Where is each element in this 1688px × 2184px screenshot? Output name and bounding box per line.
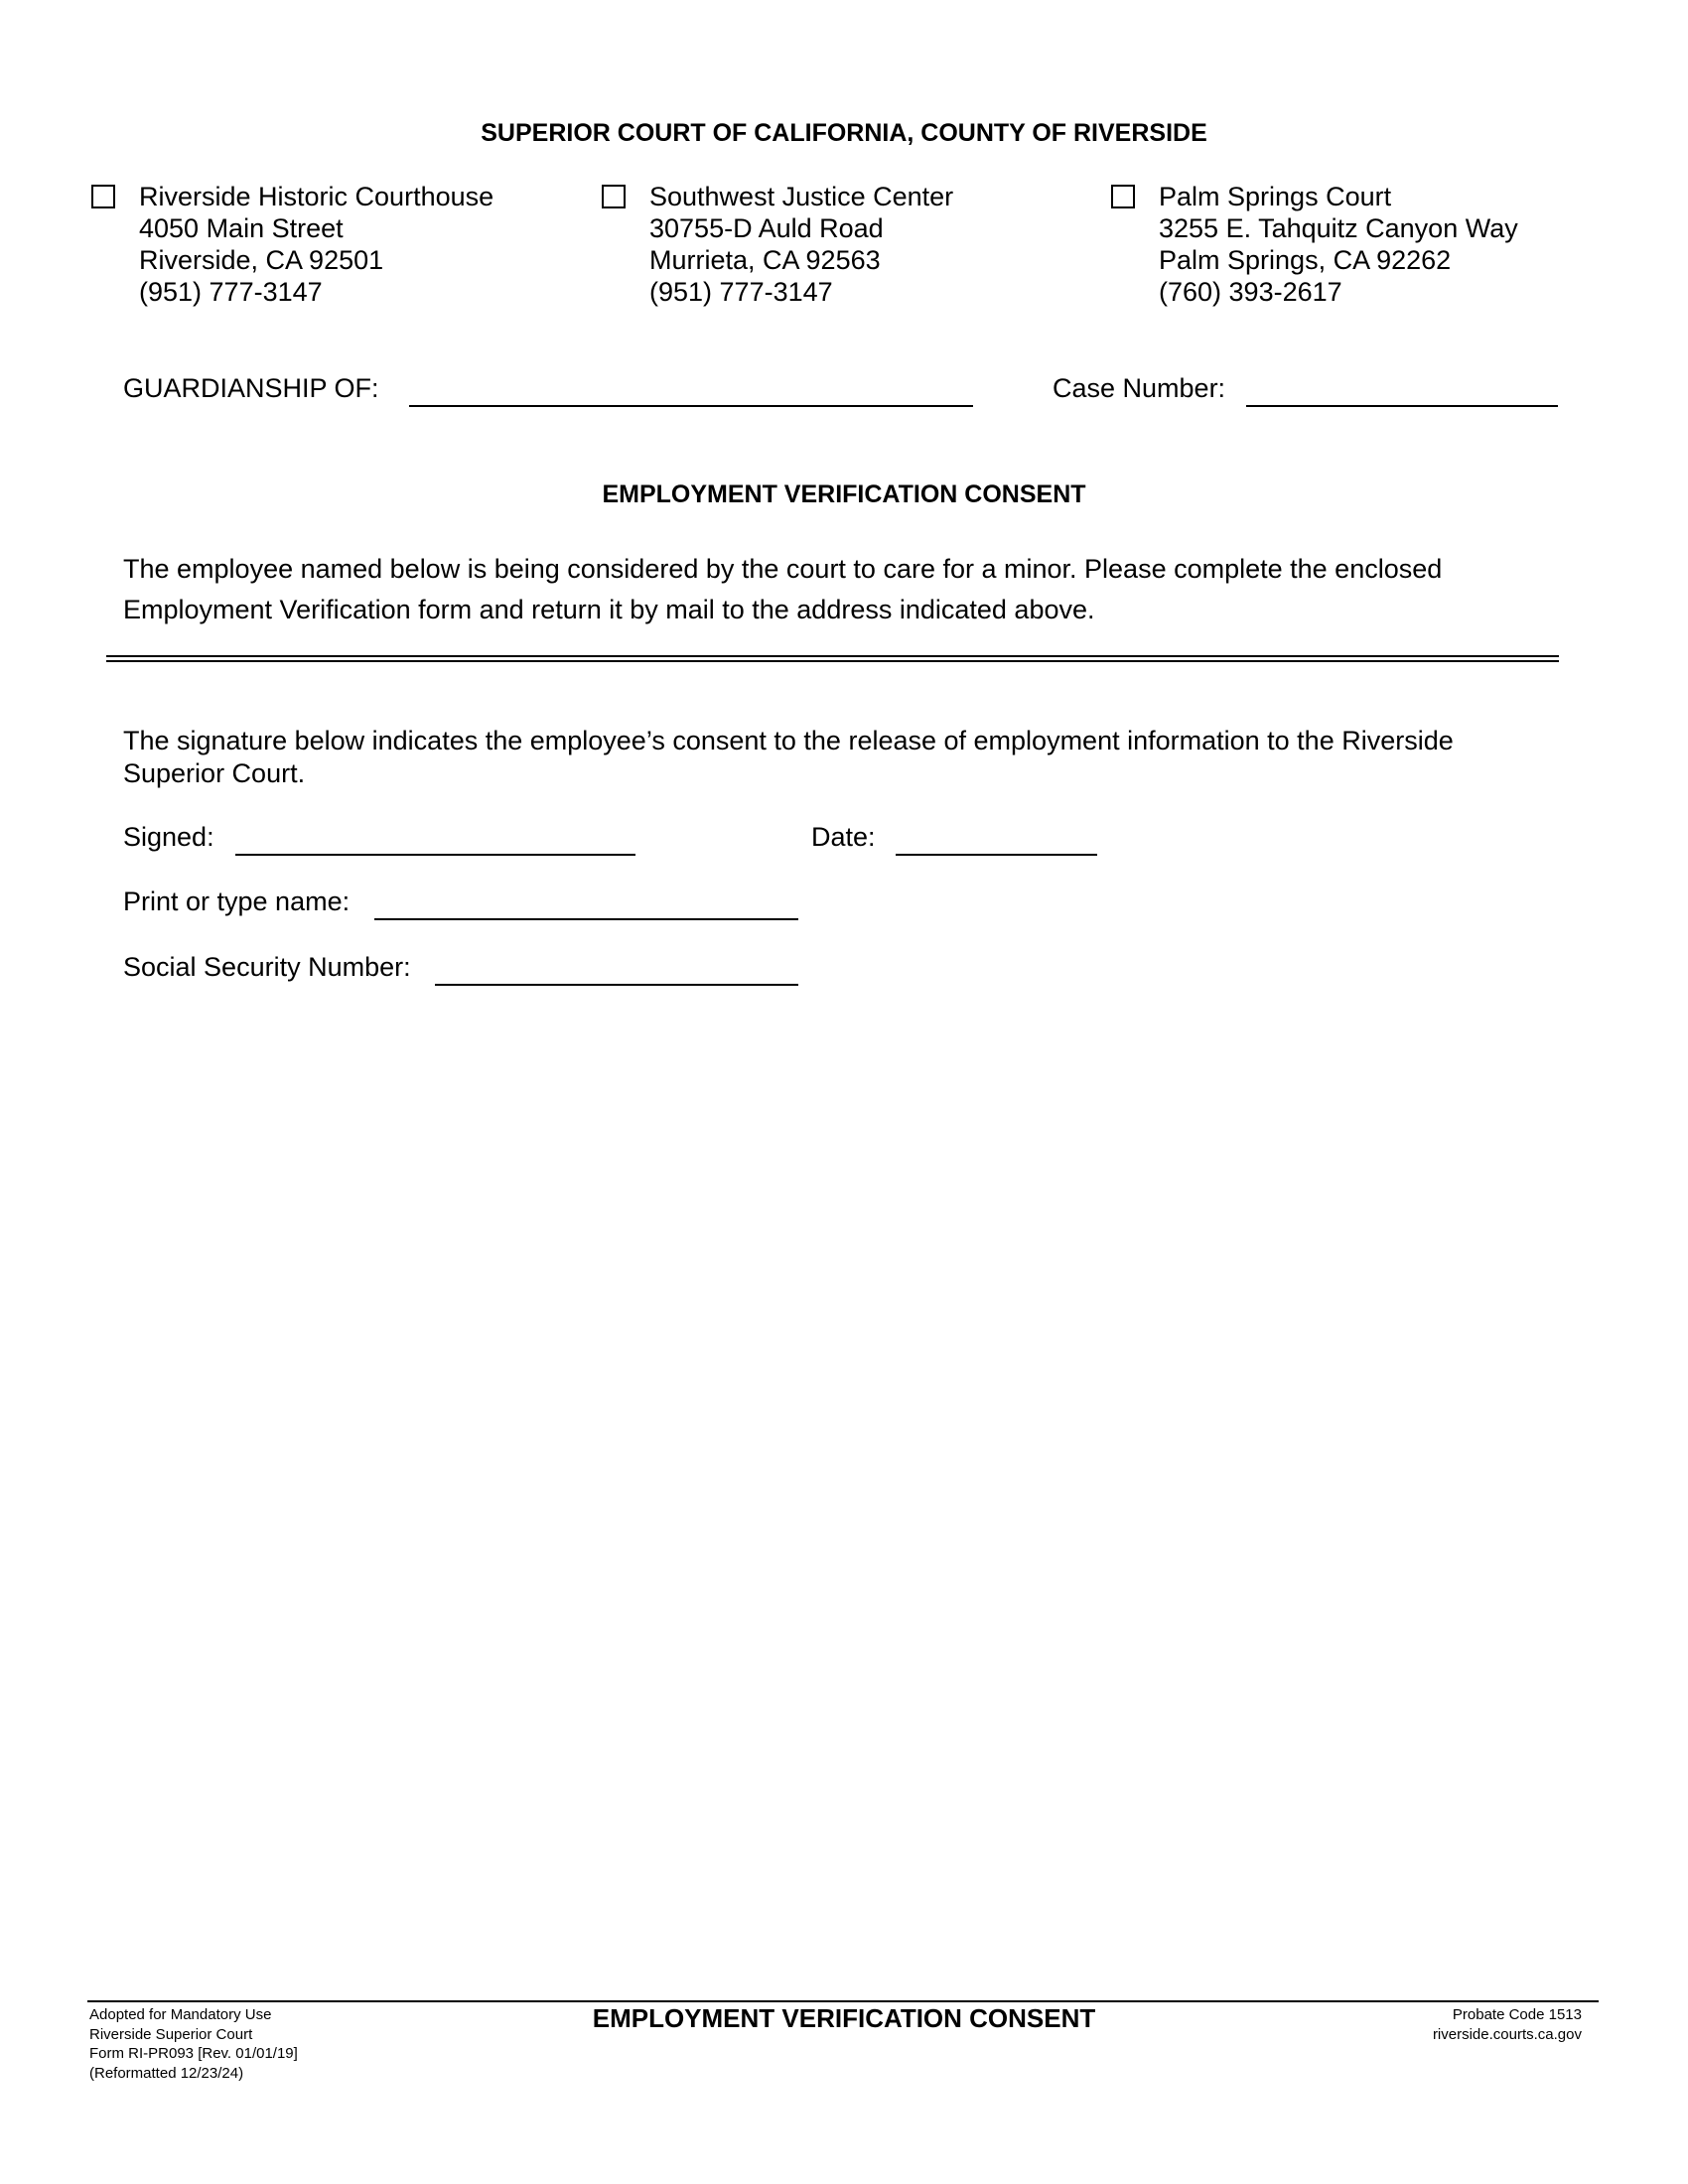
- signed-underline: [235, 854, 635, 856]
- location-checkbox-palm-springs[interactable]: [1111, 185, 1135, 208]
- location-phone: (951) 777-3147: [649, 277, 833, 307]
- location-checkbox-riverside[interactable]: [91, 185, 115, 208]
- footer-form-number: Form RI-PR093 [Rev. 01/01/19]: [89, 2045, 298, 2062]
- date-input[interactable]: [898, 820, 1095, 852]
- guardianship-underline: [409, 405, 973, 407]
- footer-reformatted: (Reformatted 12/23/24): [89, 2064, 244, 2082]
- location-checkbox-southwest[interactable]: [602, 185, 626, 208]
- footer-right: [1433, 2005, 1582, 2044]
- intro-line-2: Employment Verification form and return it by mail to the address indicated above.: [123, 595, 1095, 624]
- intro-line-1: The employee named below is being considered by the court to care for a minor. Please complete the enclosed: [123, 554, 1443, 584]
- print-name-label: Print or type name:: [123, 887, 351, 916]
- location-city: Murrieta, CA 92563: [649, 245, 881, 275]
- footer-court: Riverside Superior Court: [89, 2025, 253, 2043]
- consent-line-1: The signature below indicates the employee’s consent to the release of employment information to the Riverside: [123, 726, 1454, 755]
- guardianship-input[interactable]: [411, 371, 971, 403]
- date-underline: [896, 854, 1097, 856]
- case-number-label: Case Number:: [1053, 373, 1226, 403]
- ssn-underline: [435, 984, 798, 986]
- double-divider: [106, 655, 1559, 662]
- print-name-input[interactable]: [376, 885, 796, 916]
- location-street: 3255 E. Tahquitz Canyon Way: [1159, 213, 1518, 243]
- consent-line-2: Superior Court.: [123, 758, 306, 788]
- print-name-underline: [374, 918, 798, 920]
- location-name: Riverside Historic Courthouse: [139, 182, 494, 211]
- court-title: SUPERIOR COURT OF CALIFORNIA, COUNTY OF RIVERSIDE: [481, 119, 1207, 147]
- signed-input[interactable]: [237, 820, 633, 852]
- location-phone: (760) 393-2617: [1159, 277, 1342, 307]
- footer-rule: [87, 2000, 1599, 2002]
- case-number-input[interactable]: [1248, 371, 1556, 403]
- form-title: EMPLOYMENT VERIFICATION CONSENT: [602, 480, 1086, 508]
- signed-label: Signed:: [123, 822, 214, 852]
- ssn-label: Social Security Number:: [123, 952, 411, 982]
- location-phone: (951) 777-3147: [139, 277, 323, 307]
- location-street: 30755-D Auld Road: [649, 213, 884, 243]
- location-city: Riverside, CA 92501: [139, 245, 384, 275]
- guardianship-label: GUARDIANSHIP OF:: [123, 373, 379, 403]
- footer-title: EMPLOYMENT VERIFICATION CONSENT: [592, 2003, 1096, 2033]
- location-city: Palm Springs, CA 92262: [1159, 245, 1452, 275]
- location-southwest-justice: [649, 181, 953, 308]
- footer-adopted: Adopted for Mandatory Use: [89, 2006, 272, 2023]
- date-label: Date:: [811, 822, 876, 852]
- location-palm-springs: [1159, 181, 1518, 308]
- ssn-input[interactable]: [437, 950, 796, 982]
- case-number-underline: [1246, 405, 1558, 407]
- location-name: Palm Springs Court: [1159, 182, 1392, 211]
- footer-probate-code: Probate Code 1513: [1452, 2006, 1582, 2023]
- location-name: Southwest Justice Center: [649, 182, 954, 211]
- location-riverside-historic: [139, 181, 493, 308]
- location-street: 4050 Main Street: [139, 213, 344, 243]
- footer-website: riverside.courts.ca.gov: [1432, 2025, 1582, 2043]
